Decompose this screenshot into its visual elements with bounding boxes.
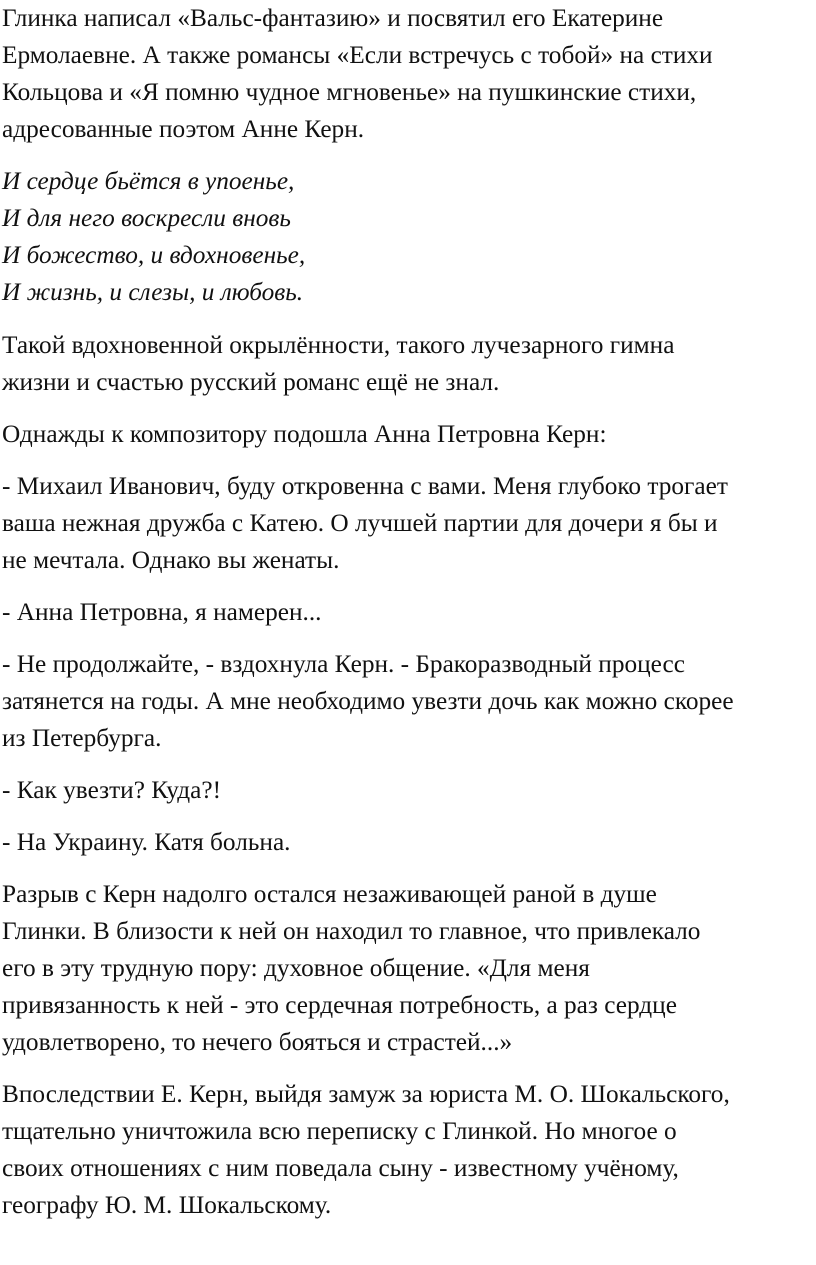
text-line: - На Украину. Катя больна. (2, 828, 291, 856)
paragraph-romance (2, 327, 814, 401)
text-line: его в эту трудную пору: духовное общение. «Для меня (2, 954, 590, 982)
dialogue-glinka-1 (2, 594, 814, 631)
text-line: тщательно уничтожила всю переписку с Глинкой. Но многое о (2, 1117, 677, 1145)
text-line: из Петербурга. (2, 724, 162, 752)
text-line: географу Ю. М. Шокальскому. (2, 1191, 332, 1219)
text-line: Глинка написал «Вальс-фантазию» и посвятил его Екатерине (2, 4, 664, 32)
paragraph-glinka-waltz (2, 0, 814, 148)
verse-line: И божество, и вдохновенье, (2, 241, 306, 269)
text-line: - Анна Петровна, я намерен... (2, 598, 322, 626)
document-page (2, 0, 814, 1224)
text-line: Глинки. В близости к ней он находил то главное, что привлекало (2, 917, 701, 945)
text-line: Ермолаевне. А также романсы «Если встречусь с тобой» на стихи (2, 41, 713, 69)
paragraph-shokalsky (2, 1076, 814, 1224)
dialogue-glinka-2 (2, 772, 814, 809)
text-line: удовлетворено, то нечего бояться и страстей...» (2, 1028, 513, 1056)
text-line: Такой вдохновенной окрылённости, такого лучезарного гимна (2, 331, 675, 359)
text-line: затянется на годы. А мне необходимо увезти дочь как можно скорее (2, 687, 734, 715)
text-line: своих отношениях с ним поведала сыну - известному учёному, (2, 1154, 679, 1182)
dialogue-kern-2 (2, 646, 814, 757)
text-line: Разрыв с Керн надолго остался незаживающей раной в душе (2, 880, 657, 908)
dialogue-kern-3 (2, 824, 814, 861)
poem-verse (2, 163, 814, 311)
text-line: Кольцова и «Я помню чудное мгновенье» на пушкинские стихи, (2, 78, 697, 106)
text-line: адресованные поэтом Анне Керн. (2, 115, 365, 143)
paragraph-kern-approach (2, 416, 814, 453)
text-line: - Не продолжайте, - вздохнула Керн. - Бракоразводный процесс (2, 650, 685, 678)
verse-line: И жизнь, и слезы, и любовь. (2, 278, 304, 306)
text-line: - Михаил Иванович, буду откровенна с вами. Меня глубоко трогает (2, 472, 728, 500)
text-line: Впоследствии Е. Керн, выйдя замуж за юриста М. О. Шокальского, (2, 1080, 730, 1108)
text-line: жизни и счастью русский романс ещё не знал. (2, 368, 500, 396)
verse-line: И для него воскресли вновь (2, 204, 291, 232)
paragraph-break-with-kern (2, 876, 814, 1061)
text-line: ваша нежная дружба с Катею. О лучшей партии для дочери я бы и (2, 509, 718, 537)
verse-line: И сердце бьётся в упоенье, (2, 167, 295, 195)
text-line: - Как увезти? Куда?! (2, 776, 222, 804)
text-line: не мечтала. Однако вы женаты. (2, 546, 340, 574)
dialogue-kern-1 (2, 468, 814, 579)
text-line: Однажды к композитору подошла Анна Петровна Керн: (2, 420, 607, 448)
text-line: привязанность к ней - это сердечная потребность, а раз сердце (2, 991, 677, 1019)
